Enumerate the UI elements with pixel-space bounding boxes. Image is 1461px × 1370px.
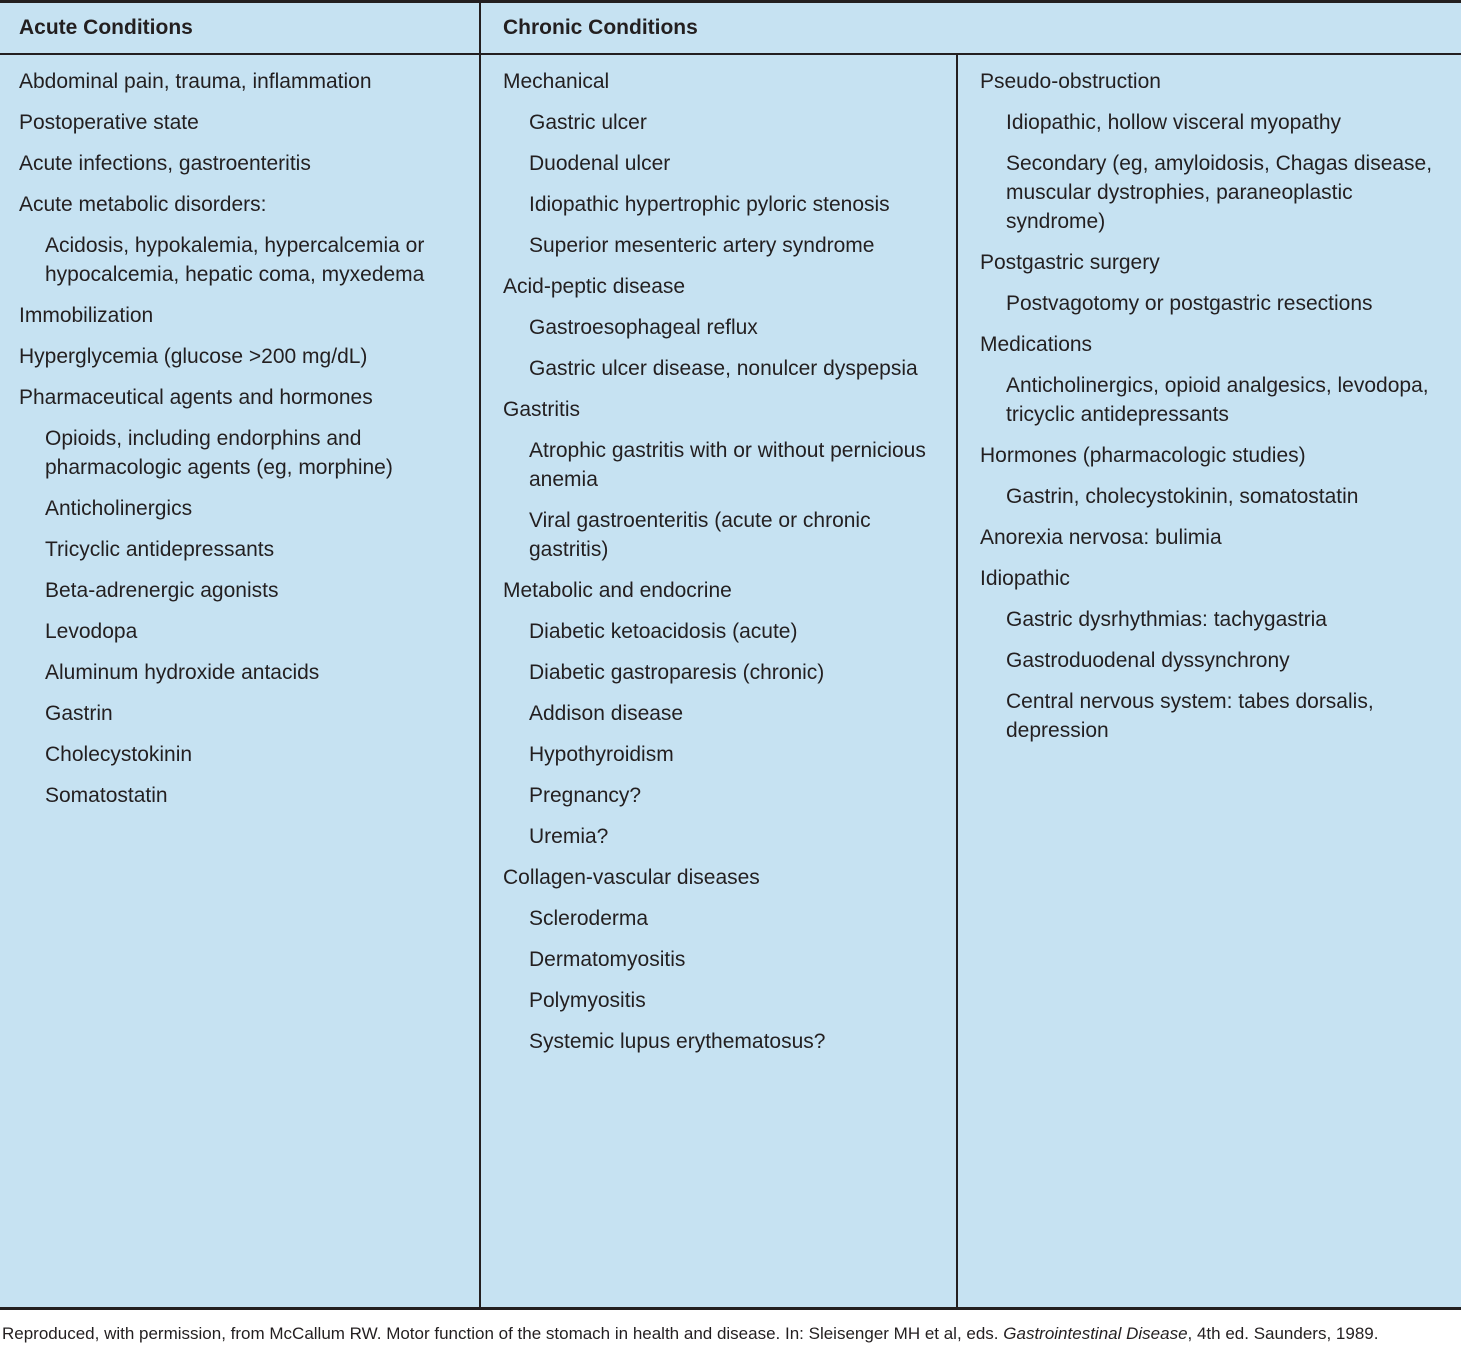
list-subitem: Uremia? xyxy=(529,825,609,848)
list-subitem: Polymyositis xyxy=(529,989,646,1012)
list-subitem: Gastrin xyxy=(45,702,113,725)
column-divider-acute-chronic xyxy=(479,0,481,1310)
list-subitem: Hypothyroidism xyxy=(529,743,674,766)
footnote-text-before: Reproduced, with permission, from McCallum RW. Motor function of the stomach in health and disease. In: Sleisenger MH et al, eds. xyxy=(2,1324,1004,1343)
list-subitem: Central nervous system: tabes dorsalis, depression xyxy=(1006,690,1374,742)
acute-conditions-column xyxy=(19,55,469,821)
list-subitem: Superior mesenteric artery syndrome xyxy=(529,234,875,257)
list-subitem: Gastroesophageal reflux xyxy=(529,316,758,339)
list-item: Gastritis xyxy=(503,398,581,421)
list-item: Acid-peptic disease xyxy=(503,275,686,298)
list-item: Anorexia nervosa: bulimia xyxy=(980,526,1222,549)
table-top-rule xyxy=(0,0,1461,3)
list-item: Postoperative state xyxy=(19,111,199,134)
list-item: Pseudo-obstruction xyxy=(980,70,1161,93)
list-subitem: Gastroduodenal dyssynchrony xyxy=(1006,649,1290,672)
list-item: Idiopathic xyxy=(980,567,1070,590)
source-footnote xyxy=(2,1322,1452,1346)
list-subitem: Pregnancy? xyxy=(529,784,642,807)
list-item: Medications xyxy=(980,333,1093,356)
list-subitem: Gastric dysrhythmias: tachygastria xyxy=(1006,608,1327,631)
list-item: Mechanical xyxy=(503,70,610,93)
list-subitem: Atrophic gastritis with or without pernicious anemia xyxy=(529,439,926,491)
footnote-text-after: , 4th ed. Saunders, 1989. xyxy=(1187,1324,1379,1343)
list-subitem: Tricyclic antidepressants xyxy=(45,538,275,561)
list-subitem: Beta-adrenergic agonists xyxy=(45,579,279,602)
list-subitem: Scleroderma xyxy=(529,907,649,930)
list-subitem: Diabetic gastroparesis (chronic) xyxy=(529,661,825,684)
chronic-conditions-column-1 xyxy=(503,55,943,1067)
list-subitem: Dermatomyositis xyxy=(529,948,686,971)
list-subitem: Systemic lupus erythematosus? xyxy=(529,1030,826,1053)
list-subitem: Gastric ulcer disease, nonulcer dyspepsia xyxy=(529,357,918,380)
list-item: Metabolic and endocrine xyxy=(503,579,732,602)
chronic-conditions-column-2 xyxy=(980,55,1445,756)
list-subitem: Duodenal ulcer xyxy=(529,152,671,175)
list-item: Collagen-vascular diseases xyxy=(503,866,760,889)
list-subitem: Idiopathic, hollow visceral myopathy xyxy=(1006,111,1341,134)
list-item: Immobilization xyxy=(19,304,154,327)
list-subitem: Gastric ulcer xyxy=(529,111,647,134)
list-subitem: Somatostatin xyxy=(45,784,168,807)
list-subitem: Levodopa xyxy=(45,620,138,643)
column-divider-chronic xyxy=(956,55,958,1310)
list-subitem: Gastrin, cholecystokinin, somatostatin xyxy=(1006,485,1359,508)
header-chronic-conditions: Chronic Conditions xyxy=(503,16,698,39)
header-acute-conditions: Acute Conditions xyxy=(19,16,193,39)
list-item: Postgastric surgery xyxy=(980,251,1160,274)
list-subitem: Diabetic ketoacidosis (acute) xyxy=(529,620,798,643)
list-subitem: Anticholinergics xyxy=(45,497,193,520)
list-item: Abdominal pain, trauma, inflammation xyxy=(19,70,372,93)
list-subitem: Cholecystokinin xyxy=(45,743,193,766)
list-item: Hormones (pharmacologic studies) xyxy=(980,444,1306,467)
list-item: Hyperglycemia (glucose >200 mg/dL) xyxy=(19,345,368,368)
list-item: Acute infections, gastroenteritis xyxy=(19,152,311,175)
list-subitem: Secondary (eg, amyloidosis, Chagas disease, muscular dystrophies, paraneoplastic syndrome) xyxy=(1006,152,1433,233)
list-item: Acute metabolic disorders: xyxy=(19,193,267,216)
list-subitem: Anticholinergics, opioid analgesics, levodopa, tricyclic antidepressants xyxy=(1006,374,1429,426)
list-subitem: Opioids, including endorphins and pharmacologic agents (eg, morphine) xyxy=(45,427,393,479)
footnote-book-title: Gastrointestinal Disease xyxy=(1003,1324,1188,1343)
list-subitem: Acidosis, hypokalemia, hypercalcemia or hypocalcemia, hepatic coma, myxedema xyxy=(45,234,425,286)
table-bottom-rule xyxy=(0,1307,1461,1310)
list-subitem: Viral gastroenteritis (acute or chronic gastritis) xyxy=(529,509,871,561)
list-subitem: Addison disease xyxy=(529,702,684,725)
list-item: Pharmaceutical agents and hormones xyxy=(19,386,373,409)
list-subitem: Aluminum hydroxide antacids xyxy=(45,661,320,684)
list-subitem: Postvagotomy or postgastric resections xyxy=(1006,292,1373,315)
list-subitem: Idiopathic hypertrophic pyloric stenosis xyxy=(529,193,890,216)
